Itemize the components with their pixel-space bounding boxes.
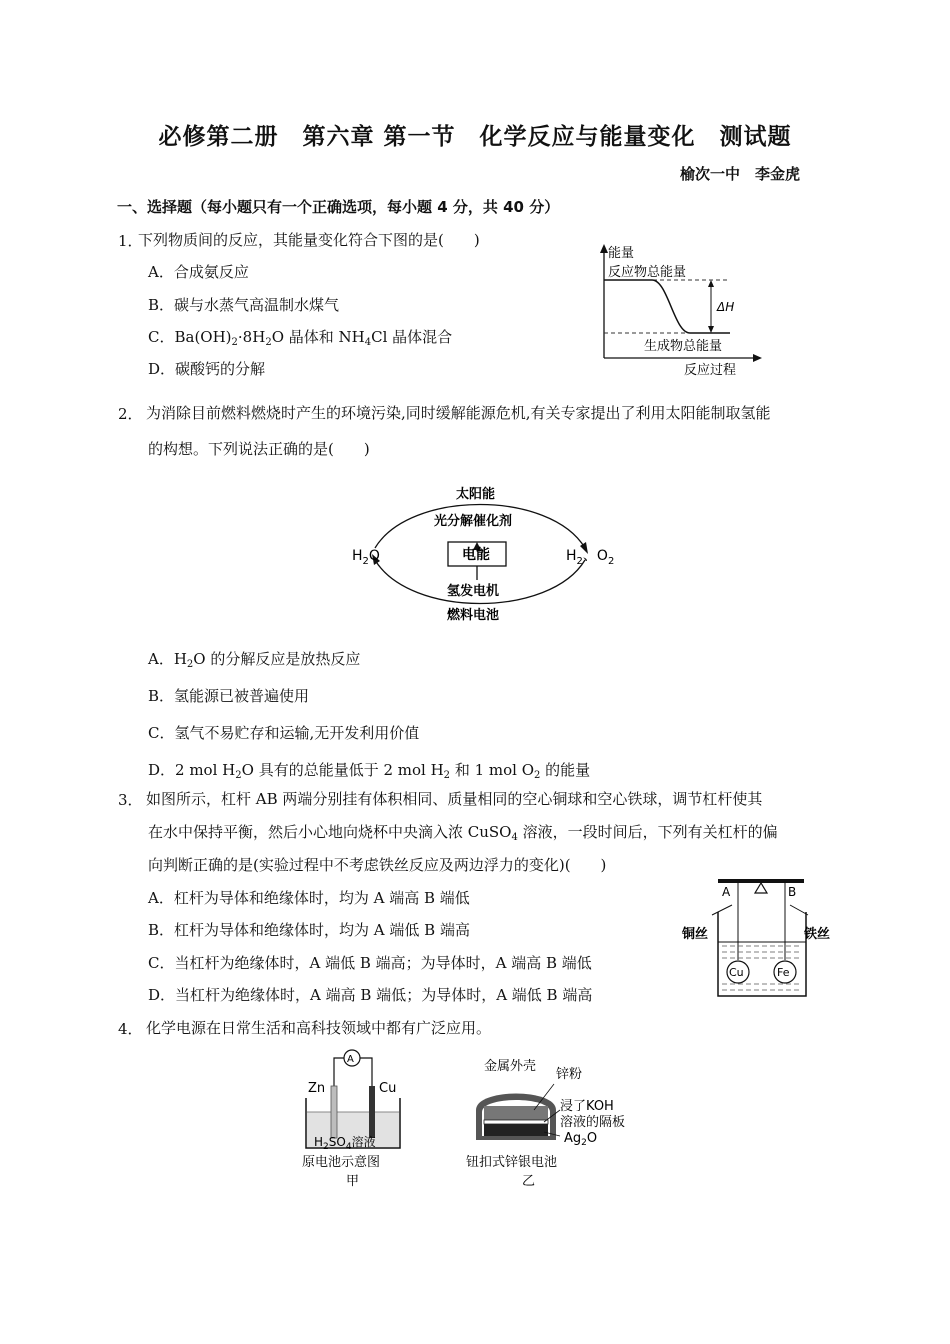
button-battery-caption-yi: 乙 [522,1174,536,1189]
delta-h-label: ΔH [717,300,735,314]
section-title: 一、选择题（每小题只有一个正确选项，每小题 4 分，共 40 分） [117,198,560,216]
copper-electrode [369,1086,375,1138]
lever-end-a: A [722,885,731,899]
lever-end-b: B [788,885,797,899]
zinc-electrode [331,1086,337,1138]
galvanic-cell-diagram [296,1048,416,1188]
hydrogen-oxygen-label: $H_2$、$O_2$ [566,548,615,567]
solar-energy-label: 太阳能 [456,487,496,502]
q2-option-d: D．2 mol $H_2O$ 具有的总能量低于 2 mol $H_2$ 和 1 mol $O_2$ 的能量 [148,761,591,781]
copper-ball-label: Cu [729,966,744,979]
reaction-progress-label: 反应过程 [684,363,737,378]
silver-oxide-label: $Ag_2O$ [564,1131,598,1148]
iron-ball-label: Fe [777,966,790,979]
q1-number: 1． [118,232,143,250]
photocatalyst-label: 光分解催化剂 [434,514,513,529]
iron-wire-label: 铁丝 [804,927,831,942]
q1-option-c: C．$Ba(OH)_2\cdot 8H_2O$ 晶体和 $NH_4Cl$ 晶体混合 [148,328,453,348]
hydrogen-cycle-diagram [330,478,630,628]
separator-label-line1: 浸了KOH [560,1099,614,1114]
q2-number: 2． [118,405,143,423]
q4-number: 4． [118,1020,143,1038]
hydrogen-generator-label: 氢发电机 [447,584,500,599]
page-title: 必修第二册 第六章 第一节 化学反应与能量变化 测试题 [158,124,792,150]
q4-stem: 化学电源在日常生活和高科技领域中都有广泛应用。 [146,1019,492,1037]
q2-stem-line1: 为消除目前燃料燃烧时产生的环境污染,同时缓解能源危机,有关专家提出了利用太阳能制取氢能 [146,404,771,422]
q3-option-a: A．杠杆为导体和绝缘体时，均为 A 端高 B 端低 [148,889,470,907]
reactant-energy-label: 反应物总能量 [608,265,687,280]
author: 榆次一中 李金虎 [679,165,800,183]
button-battery-caption: 钮扣式锌银电池 [466,1155,558,1170]
copper-label: Cu [379,1081,397,1096]
q1-stem: 下列物质间的反应，其能量变化符合下图的是( ) [138,231,480,249]
q3-option-d: D．当杠杆为绝缘体时，A 端高 B 端低；为导体时，A 端低 B 端高 [148,986,593,1004]
q3-option-c: C．当杠杆为绝缘体时，A 端低 B 端高；为导体时，A 端高 B 端低 [148,954,592,972]
product-energy-label: 生成物总能量 [644,339,723,354]
q1-option-a: A．合成氨反应 [148,263,249,281]
q3-option-b: B．杠杆为导体和绝缘体时，均为 A 端低 B 端高 [148,921,470,939]
galvanic-caption-jia: 甲 [346,1174,360,1188]
q2-option-b: B．氢能源已被普遍使用 [148,687,310,705]
ammeter-label: A [347,1054,354,1065]
y-axis-arrow [600,244,608,253]
energy-axis-label: 能量 [608,246,635,261]
q2-stem-line2: 的构想。下列说法正确的是( ) [148,440,370,458]
separator [484,1120,548,1124]
q3-stem-line2: 在水中保持平衡，然后小心地向烧杯中央滴入浓 CuSO$_4$ 溶液，一段时间后，下列有关杠杆的偏 [148,823,778,843]
copper-wire-label: 铜丝 [682,927,709,942]
zinc-label: Zn [308,1081,326,1096]
fuel-cell-label: 燃料电池 [447,608,500,623]
zinc-powder-label: 锌粉 [556,1067,583,1082]
button-battery-diagram [460,1048,655,1193]
q2-option-c: C．氢气不易贮存和运输,无开发利用价值 [148,724,420,742]
q3-stem-line3: 向判断正确的是(实验过程中不考虑铁丝反应及两边浮力的变化)( ) [148,856,607,874]
q2-option-a: A．$H_2O$ 的分解反应是放热反应 [148,650,361,670]
galvanic-caption: 原电池示意图 [302,1155,381,1170]
electrolyte-label: $H_2SO_4$溶液 [314,1135,376,1152]
q1-option-d: D．碳酸钙的分解 [148,360,266,378]
energy-diagram [590,240,765,380]
lever-beaker-diagram [680,872,840,1002]
separator-label-line2: 溶液的隔板 [560,1115,626,1130]
silver-oxide-layer [484,1124,548,1136]
q3-number: 3． [118,791,143,809]
water-label: $H_2O$ [352,548,380,567]
x-axis-arrow [753,354,762,362]
zinc-powder-layer [484,1106,548,1120]
metal-shell-label: 金属外壳 [484,1059,537,1074]
q1-option-b: B．碳与水蒸气高温制水煤气 [148,296,340,314]
electric-energy-label: 电能 [462,547,490,563]
beaker [718,912,806,996]
fulcrum [755,883,767,893]
q3-stem-line1: 如图所示，杠杆 AB 两端分别挂有体积相同、质量相同的空心铜球和空心铁球，调节杠杆使其 [146,790,763,808]
